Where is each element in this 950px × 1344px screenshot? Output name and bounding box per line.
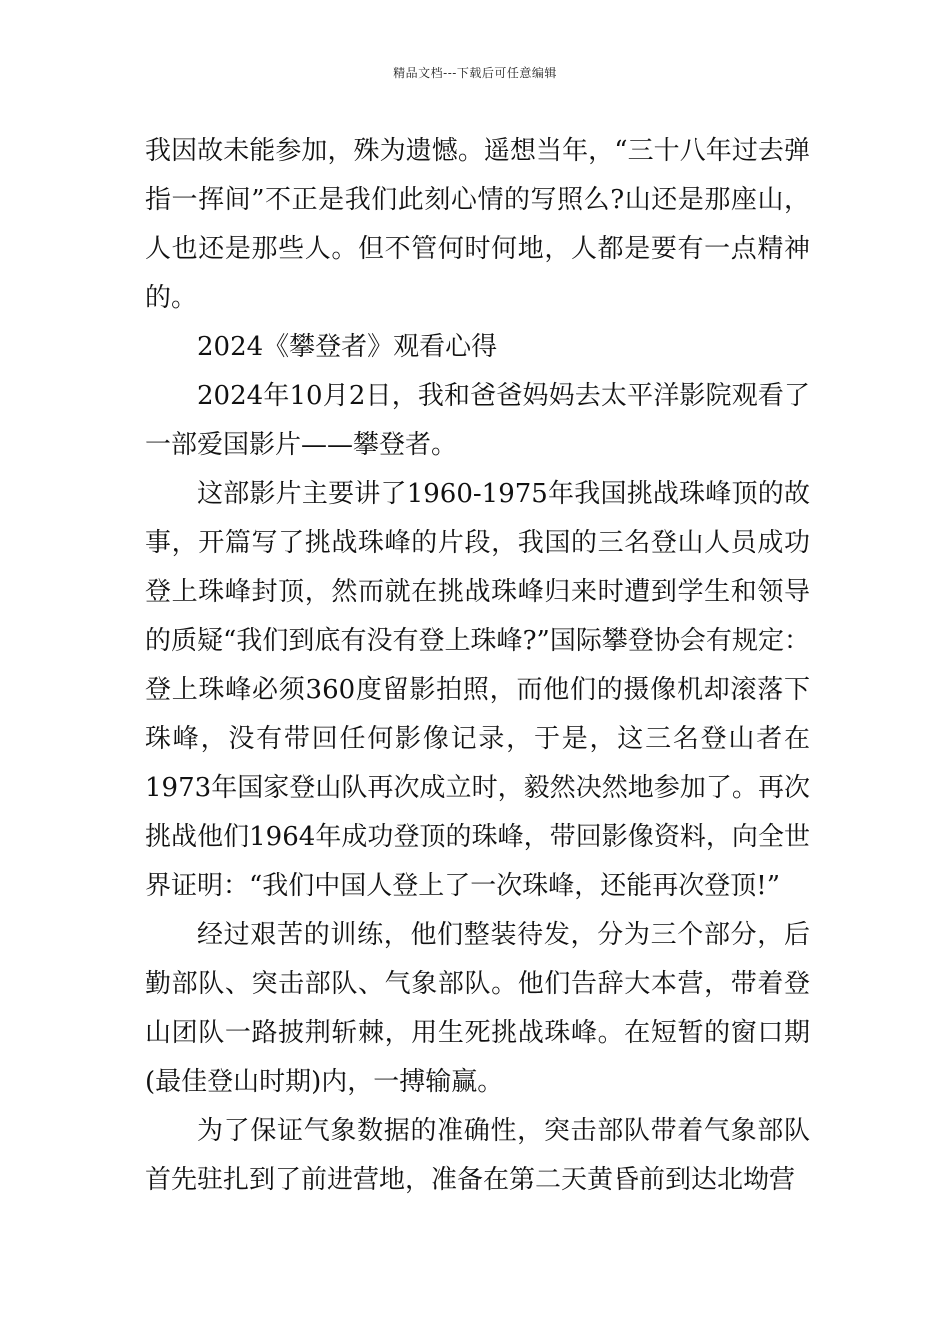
document-body: [145, 127, 810, 1205]
paragraph: 为了保证气象数据的准确性，突击部队带着气象部队首先驻扎到了前进营地，准备在第二天黄昏前到达北坳营: [145, 1116, 810, 1195]
paragraph: 经过艰苦的训练，他们整装待发，分为三个部分，后勤部队、突击部队、气象部队。他们告辞大本营，带着登山团队一路披荆斩棘，用生死挑战珠峰。在短暂的窗口期(最佳登山时期)内，一搏输赢。: [145, 920, 810, 1097]
section-heading: 2024《攀登者》观看心得: [197, 332, 498, 362]
paragraph: 这部影片主要讲了1960-1975年我国挑战珠峰顶的故事，开篇写了挑战珠峰的片段，我国的三名登山人员成功登上珠峰封顶，然而就在挑战珠峰归来时遭到学生和领导的质疑“我们到底有没有登上珠峰?”国际攀登协会有规定：登上珠峰必须360度留影拍照，而他们的摄像机却滚落下珠峰，没有带回任何影像记录，于是，这三名登山者在1973年国家登山队再次成立时，毅然决然地参加了。再次挑战他们1964年成功登顶的珠峰，带回影像资料，向全世界证明：“我们中国人登上了一次珠峰，还能再次登顶!”: [145, 479, 810, 901]
page-header: 精品文档---下载后可任意编辑: [393, 66, 557, 80]
paragraph: 2024年10月2日，我和爸爸妈妈去太平洋影院观看了一部爱国影片——攀登者。: [145, 381, 810, 460]
paragraph-continued: 我因故未能参加，殊为遗憾。遥想当年，“三十八年过去弹指一挥间”不正是我们此刻心情的写照么?山还是那座山，人也还是那些人。但不管何时何地，人都是要有一点精神的。: [145, 136, 810, 313]
